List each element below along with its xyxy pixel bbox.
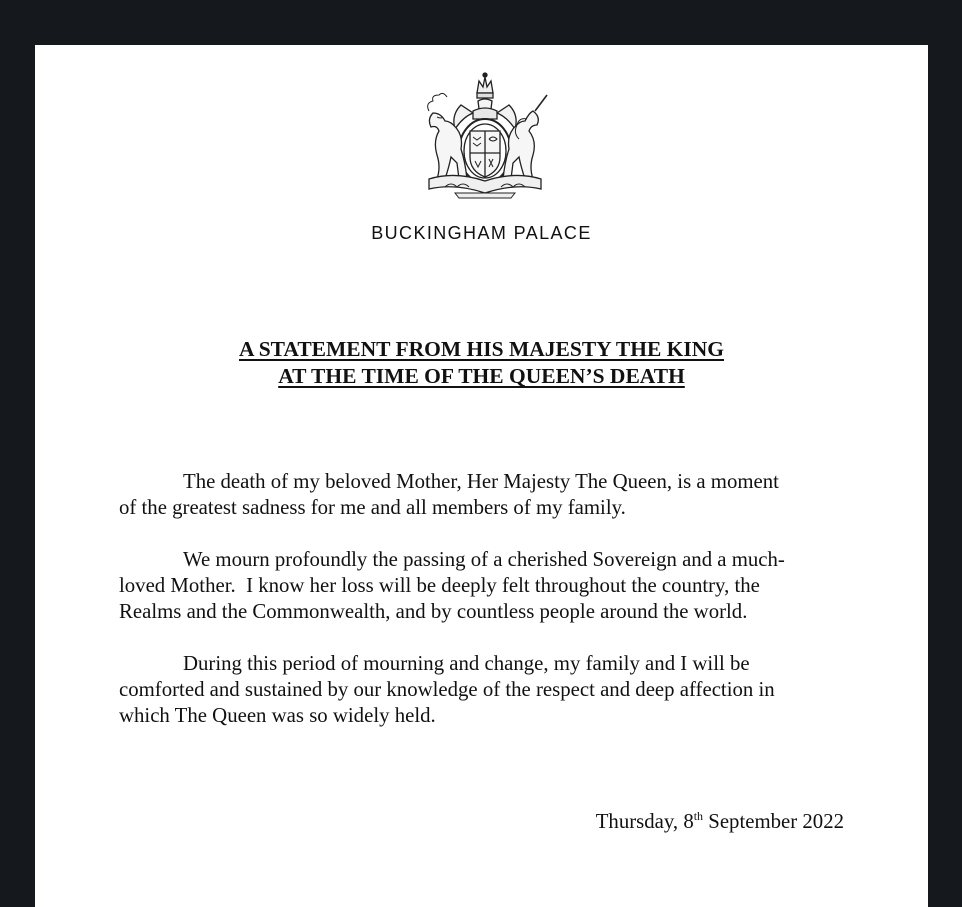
paragraph-line: loved Mother. I know her loss will be deeply felt throughout the country, the: [119, 574, 760, 597]
paragraph-line: The death of my beloved Mother, Her Majesty The Queen, is a moment: [183, 470, 779, 493]
paragraph-line: comforted and sustained by our knowledge of the respect and deep affection in: [119, 678, 775, 701]
organization-heading: BUCKINGHAM PALACE: [371, 223, 592, 243]
statement-title: [35, 336, 928, 390]
paragraph-line: of the greatest sadness for me and all members of my family.: [119, 496, 626, 519]
statement-body: [119, 469, 846, 755]
statement-date: [596, 810, 844, 834]
paragraph-2: [119, 547, 846, 625]
date-rest: September 2022: [703, 810, 844, 833]
royal-coat-of-arms-icon: [415, 71, 555, 199]
date-weekday: Thursday, 8: [595, 810, 694, 833]
paragraph-line: Realms and the Commonwealth, and by countless people around the world.: [119, 600, 748, 623]
paragraph-3: [119, 651, 846, 729]
paragraph-line: We mourn profoundly the passing of a cherished Sovereign and a much-: [183, 548, 785, 571]
document-page: [35, 45, 928, 907]
paragraph-1: [119, 469, 846, 521]
paragraph-line: which The Queen was so widely held.: [119, 704, 436, 727]
paragraph-line: During this period of mourning and change, my family and I will be: [183, 652, 750, 675]
title-line-2: AT THE TIME OF THE QUEEN’S DEATH: [278, 364, 685, 388]
date-ordinal-suffix: th: [693, 809, 704, 823]
title-line-1: A STATEMENT FROM HIS MAJESTY THE KING: [238, 337, 725, 361]
